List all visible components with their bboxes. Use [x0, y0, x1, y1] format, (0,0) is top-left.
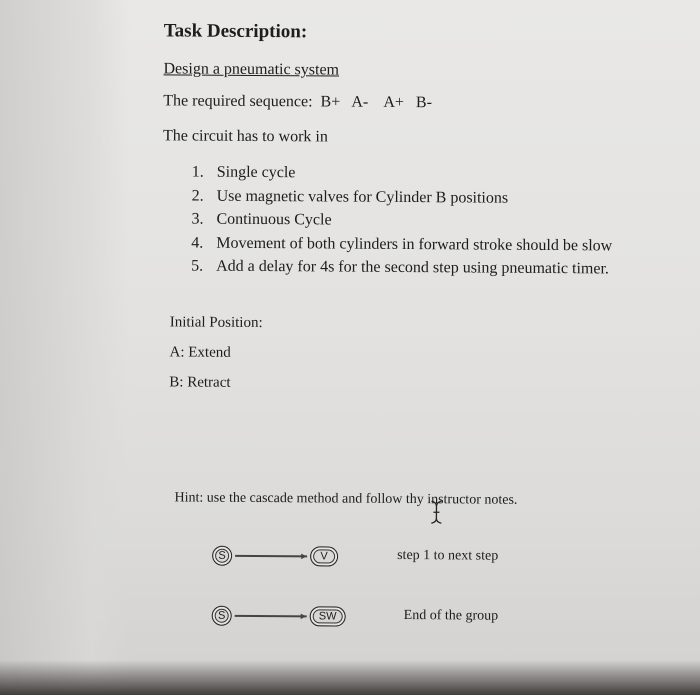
- required-sequence: The required sequence: B+ A- A+ B-: [163, 92, 433, 112]
- requirements-list: [191, 161, 613, 281]
- switch-sw-symbol: SW: [310, 606, 346, 626]
- list-item-number: 4.: [191, 234, 204, 252]
- valve-v-symbol: V: [310, 546, 338, 566]
- photo-shadow-bottom: [0, 660, 700, 695]
- list-item-text: Single cycle: [216, 163, 296, 182]
- legend-row-step: [212, 543, 632, 576]
- paper-shadow-left: [0, 0, 130, 695]
- list-item-text: Continuous Cycle: [216, 210, 332, 229]
- list-item-number: 2.: [191, 187, 204, 205]
- signal-s-symbol: S: [212, 546, 232, 566]
- list-item-number: 3.: [191, 210, 204, 228]
- arrow-right-icon: ▸: [300, 609, 307, 623]
- arrow-right-icon: ▸: [301, 549, 307, 563]
- initial-position-heading: Initial Position:: [169, 314, 263, 332]
- work-in-heading: The circuit has to work in: [162, 127, 328, 146]
- document-page: [113, 0, 700, 695]
- task-subtitle: Design a pneumatic system: [163, 60, 340, 79]
- list-item-text: Add a delay for 4s for the second step using pneumatic timer.: [216, 257, 609, 278]
- list-item-text: Movement of both cylinders in forward stroke should be slow: [216, 234, 613, 254]
- list-item: [192, 161, 613, 187]
- legend-row-group-end: [212, 603, 632, 636]
- list-item: [191, 255, 612, 281]
- legend-description: End of the group: [403, 608, 499, 624]
- connection-line: [235, 615, 307, 617]
- signal-s-symbol: S: [212, 606, 232, 626]
- connection-line: [235, 555, 307, 557]
- list-item: [192, 184, 613, 210]
- initial-position-a: A: Extend: [169, 344, 231, 361]
- list-item: [191, 208, 612, 234]
- hint-text: Hint: use the cascade method and follow thy instructor notes.: [174, 490, 518, 508]
- task-title: Task Description:: [163, 20, 308, 43]
- list-item: [191, 231, 612, 257]
- text-cursor-icon: [429, 499, 443, 525]
- list-item-text: Use magnetic valves for Cylinder B positions: [216, 187, 509, 207]
- list-item-number: 1.: [191, 163, 204, 181]
- legend-description: step 1 to next step: [397, 547, 499, 564]
- list-item-number: 5.: [191, 257, 204, 275]
- initial-position-b: B: Retract: [169, 374, 231, 391]
